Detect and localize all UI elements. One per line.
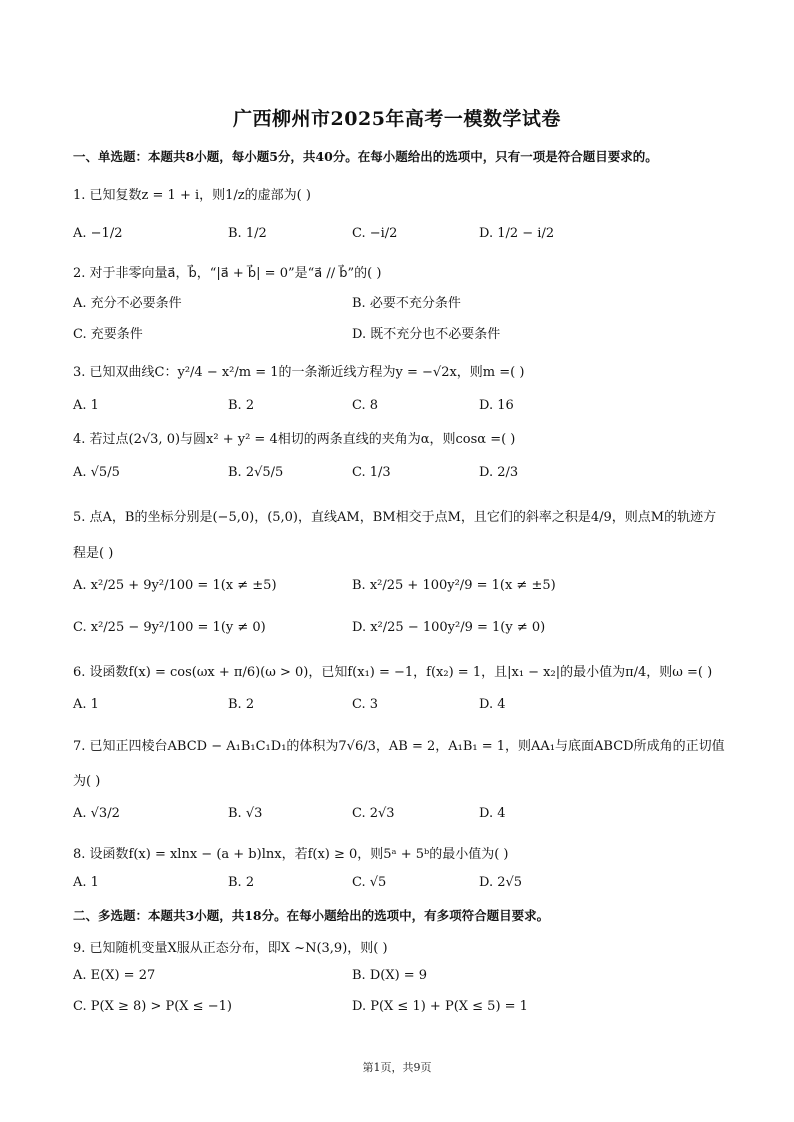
question-3-option-b[interactable]: B. 2 — [228, 398, 255, 413]
question-9-option-b[interactable]: B. D(X) = 9 — [352, 968, 428, 983]
question-8-option-c[interactable]: C. √5 — [352, 875, 387, 890]
question-8-option-a[interactable]: A. 1 — [73, 875, 99, 890]
question-5-option-c[interactable]: C. x²/25 − 9y²/100 = 1(y ≠ 0) — [73, 620, 266, 635]
question-5-option-a[interactable]: A. x²/25 + 9y²/100 = 1(x ≠ ±5) — [73, 578, 277, 593]
question-8-option-b[interactable]: B. 2 — [228, 875, 255, 890]
question-3-stem: 3. 已知双曲线C：y²/4 − x²/m = 1的一条渐近线方程为y = −√2x，则m =( ) — [73, 365, 525, 380]
question-2-option-d[interactable]: D. 既不充分也不必要条件 — [352, 327, 501, 342]
section-single-choice-heading: 一、单选题：本题共8小题，每小题5分，共40分。在每小题给出的选项中，只有一项是符合题目要求的。 — [73, 149, 658, 164]
question-1-option-d[interactable]: D. 1/2 − i/2 — [479, 226, 555, 241]
question-8-option-d[interactable]: D. 2√5 — [479, 875, 523, 890]
question-2-stem: 2. 对于非零向量a⃗，b⃗，“|a⃗ + b⃗| = 0”是“a⃗ // b⃗”的( ) — [73, 266, 382, 281]
question-6-option-c[interactable]: C. 3 — [352, 697, 379, 712]
question-2-option-a[interactable]: A. 充分不必要条件 — [73, 296, 182, 311]
question-6-option-a[interactable]: A. 1 — [73, 697, 99, 712]
question-6-stem: 6. 设函数f(x) = cos(ωx + π/6)(ω > 0)，已知f(x₁) = −1，f(x₂) = 1，且|x₁ − x₂|的最小值为π/4，则ω =( ) — [73, 665, 713, 680]
question-5-stem-continued: 程是( ) — [73, 546, 114, 561]
question-1-option-a[interactable]: A. −1/2 — [73, 226, 123, 241]
question-4-option-b[interactable]: B. 2√5/5 — [228, 465, 284, 480]
question-4-option-d[interactable]: D. 2/3 — [479, 465, 519, 480]
question-1-option-c[interactable]: C. −i/2 — [352, 226, 398, 241]
question-2-option-b[interactable]: B. 必要不充分条件 — [352, 296, 461, 311]
question-7-option-a[interactable]: A. √3/2 — [73, 806, 120, 821]
question-9-option-c[interactable]: C. P(X ≥ 8) > P(X ≤ −1) — [73, 999, 232, 1014]
question-3-option-d[interactable]: D. 16 — [479, 398, 514, 413]
question-8-stem: 8. 设函数f(x) = xlnx − (a + b)lnx，若f(x) ≥ 0，则5ᵃ + 5ᵇ的最小值为( ) — [73, 847, 509, 862]
question-5-option-d[interactable]: D. x²/25 − 100y²/9 = 1(y ≠ 0) — [352, 620, 546, 635]
section-multiple-choice-heading: 二、多选题：本题共3小题，共18分。在每小题给出的选项中，有多项符合题目要求。 — [73, 908, 550, 923]
question-3-option-a[interactable]: A. 1 — [73, 398, 99, 413]
question-7-stem-continued: 为( ) — [73, 774, 101, 789]
question-6-option-b[interactable]: B. 2 — [228, 697, 255, 712]
question-4-stem: 4. 若过点(2√3, 0)与圆x² + y² = 4相切的两条直线的夹角为α，则cosα =( ) — [73, 432, 516, 447]
question-7-option-c[interactable]: C. 2√3 — [352, 806, 395, 821]
question-2-option-c[interactable]: C. 充要条件 — [73, 327, 143, 342]
question-9-option-a[interactable]: A. E(X) = 27 — [73, 968, 156, 983]
page-number-footer: 第1页，共9页 — [362, 1061, 432, 1074]
question-5-stem: 5. 点A，B的坐标分别是(−5,0)，(5,0)，直线AM，BM相交于点M，且它们的斜率之积是4/9，则点M的轨迹方 — [73, 510, 717, 525]
question-4-option-c[interactable]: C. 1/3 — [352, 465, 391, 480]
question-1-stem: 1. 已知复数z = 1 + i，则1/z的虚部为( ) — [73, 188, 311, 203]
question-7-option-b[interactable]: B. √3 — [228, 806, 263, 821]
question-1-option-b[interactable]: B. 1/2 — [228, 226, 267, 241]
question-9-stem: 9. 已知随机变量X服从正态分布，即X ~N(3,9)，则( ) — [73, 941, 388, 956]
question-7-stem: 7. 已知正四棱台ABCD − A₁B₁C₁D₁的体积为7√6/3，AB = 2，A₁B₁ = 1，则AA₁与底面ABCD所成角的正切值 — [73, 739, 725, 754]
question-4-option-a[interactable]: A. √5/5 — [73, 465, 120, 480]
question-5-option-b[interactable]: B. x²/25 + 100y²/9 = 1(x ≠ ±5) — [352, 578, 556, 593]
question-7-option-d[interactable]: D. 4 — [479, 806, 506, 821]
question-3-option-c[interactable]: C. 8 — [352, 398, 379, 413]
question-9-option-d[interactable]: D. P(X ≤ 1) + P(X ≤ 5) = 1 — [352, 999, 528, 1014]
question-6-option-d[interactable]: D. 4 — [479, 697, 506, 712]
exam-title: 广西柳州市2025年高考一模数学试卷 — [233, 108, 561, 130]
